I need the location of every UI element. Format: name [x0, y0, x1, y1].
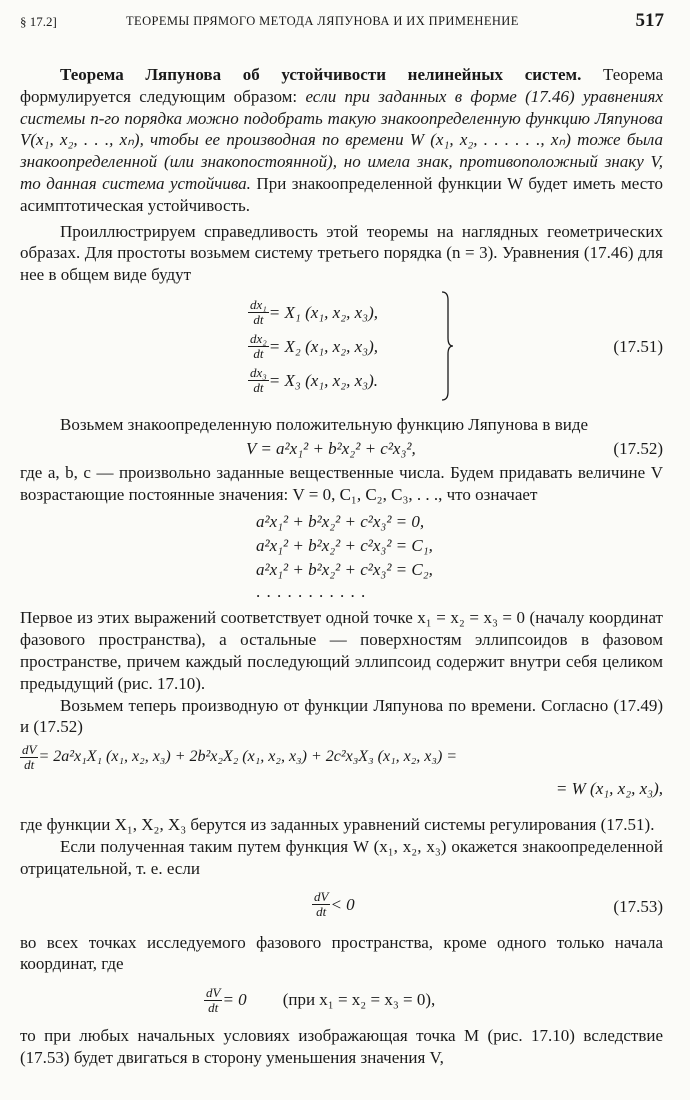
page-body: [20, 64, 663, 1069]
ellipsoid-line-0: a²x₁² + b²x₂² + c²x₃² = 0,: [256, 512, 425, 532]
equation-17-52: [20, 436, 663, 462]
page-number: 517: [635, 10, 664, 31]
fraction-dx1-dt: $\frac{\text{dx₁}}{dt}$: [250, 297, 267, 328]
system-line-3: $\frac{\text{dx₃}}{dt}$ = X₃ (x₁, x₂, x₃).: [250, 365, 379, 396]
ellipsoid-equations: [20, 511, 663, 607]
equation-17-51: [20, 296, 663, 408]
paragraph-negative-definite: Если полученная таким путем функция W (x₁, x₂, x₃) окажется знакоопределенной отрицательной, т. е. если: [20, 836, 663, 878]
paragraph-derivative: Возьмем теперь производную от функции Ляпунова по времени. Согласно (17.49) и (17.52): [20, 695, 663, 737]
theorem-statement: если при заданных в форме (17.46) уравнениях системы n-го порядка можно подобрать такую знакоопределенную функцию Ляпунова V(x₁, x₂, . . ., xₙ), чтобы ее производная по времени W (x₁, x₂, . . . . . ., xₙ) тоже была знакоопределенной (или знакопостоянной), но имела знак, противоположный знаку V, то данная система устойчива.: [20, 86, 664, 193]
fraction-dx3-dt: $\frac{\text{dx₃}}{dt}$: [250, 365, 267, 396]
theorem-paragraph: [20, 64, 663, 217]
paragraph-conclusion: то при любых начальных условиях изображающая точка M (рис. 17.10) вследствие (17.53) будет двигаться в сторону уменьшения значения V,: [20, 1026, 663, 1067]
paragraph-constants: где a, b, c — произвольно заданные вещественные числа. Будем придавать величине V возрастающие постоянные значения: V = 0, C₁, C₂, C₃, . . ., что означает: [20, 462, 663, 504]
ellipsoid-line-2: a²x₁² + b²x₂² + c²x₃² = C₂,: [256, 560, 433, 580]
paragraph-lyapunov-function: Возьмем знакоопределенную положительную функцию Ляпунова в виде: [60, 414, 589, 434]
equation-17-53-body: $\frac{dV}{dt}$ < 0: [314, 889, 355, 920]
ellipsoid-dots: . . . . . . . . . . .: [256, 582, 367, 602]
equation-number-17-52: (17.52): [613, 438, 663, 458]
page-header: [20, 12, 664, 36]
equation-number-17-53: (17.53): [613, 896, 663, 916]
fraction-dV-dt: $\frac{dV}{dt}$: [22, 741, 37, 772]
system-line-2: $\frac{\text{dx₂}}{dt}$ = X₂ (x₁, x₂, x₃),: [250, 331, 379, 362]
derivative-equation: [20, 740, 663, 810]
paragraph-illustration: Проиллюстрируем справедливость этой теоремы на наглядных геометрических образах. Для простоты возьмем систему третьего порядка (n = 3). Уравнения (17.46) для нее в общем виде будут: [20, 221, 663, 285]
fraction-dx2-dt: $\frac{\text{dx₂}}{dt}$: [250, 331, 267, 362]
theorem-asymptotic: При знакоопределенной функции W будет иметь место асимптотическая устойчивость.: [20, 173, 663, 215]
equation-17-53: [20, 884, 663, 928]
theorem-intro: Теорема формулируется следующим образом:: [20, 65, 664, 106]
paragraph-functions: где функции X₁, X₂, X₃ берутся из заданных уравнений системы регулирования (17.51).: [20, 815, 655, 835]
equation-system: [248, 296, 378, 398]
equation-number-17-51: (17.51): [613, 336, 663, 356]
derivative-line-2: = W (x₁, x₂, x₃),: [555, 779, 663, 799]
system-line-1: $\frac{\text{dx₁}}{dt}$ = X₁ (x₁, x₂, x₃),: [250, 297, 379, 328]
origin-equation-body: $\frac{dV}{dt}$ = 0 (при x₁ = x₂ = x₃ = 0),: [206, 984, 436, 1015]
ellipsoid-line-1: a²x₁² + b²x₂² + c²x₃² = C₁,: [256, 536, 433, 556]
right-brace: [440, 290, 454, 402]
derivative-line-1: $\frac{dV}{dt}$ = 2a²x₁X₁ (x₁, x₂, x₃) + 2b²x₂X₂ (x₁, x₂, x₃) + 2c²x₃X₃ (x₁, x₂, x₃) =: [22, 741, 458, 772]
theorem-title: Теорема Ляпунова об устойчивости нелинейных систем.: [60, 65, 582, 84]
section-number: § 17.2]: [20, 14, 57, 29]
origin-equation: [20, 979, 663, 1025]
equation-17-52-body: V = a²x₁² + b²x₂² + c²x₃²,: [246, 438, 416, 458]
running-title: ТЕОРЕМЫ ПРЯМОГО МЕТОДА ЛЯПУНОВА И ИХ ПРИМЕНЕНИЕ: [126, 14, 519, 28]
paragraph-phase-space: во всех точках исследуемого фазового пространства, кроме одного только начала координат, где: [20, 932, 663, 974]
paragraph-ellipsoids: Первое из этих выражений соответствует одной точке x₁ = x₂ = x₃ = 0 (началу координат фазового пространства), а остальные — поверхностям эллипсоидов в фазовом пространстве, причем каждый последующий эллипсоид содержит внутри себя целиком предыдущий (рис. 17.10).: [20, 608, 663, 693]
